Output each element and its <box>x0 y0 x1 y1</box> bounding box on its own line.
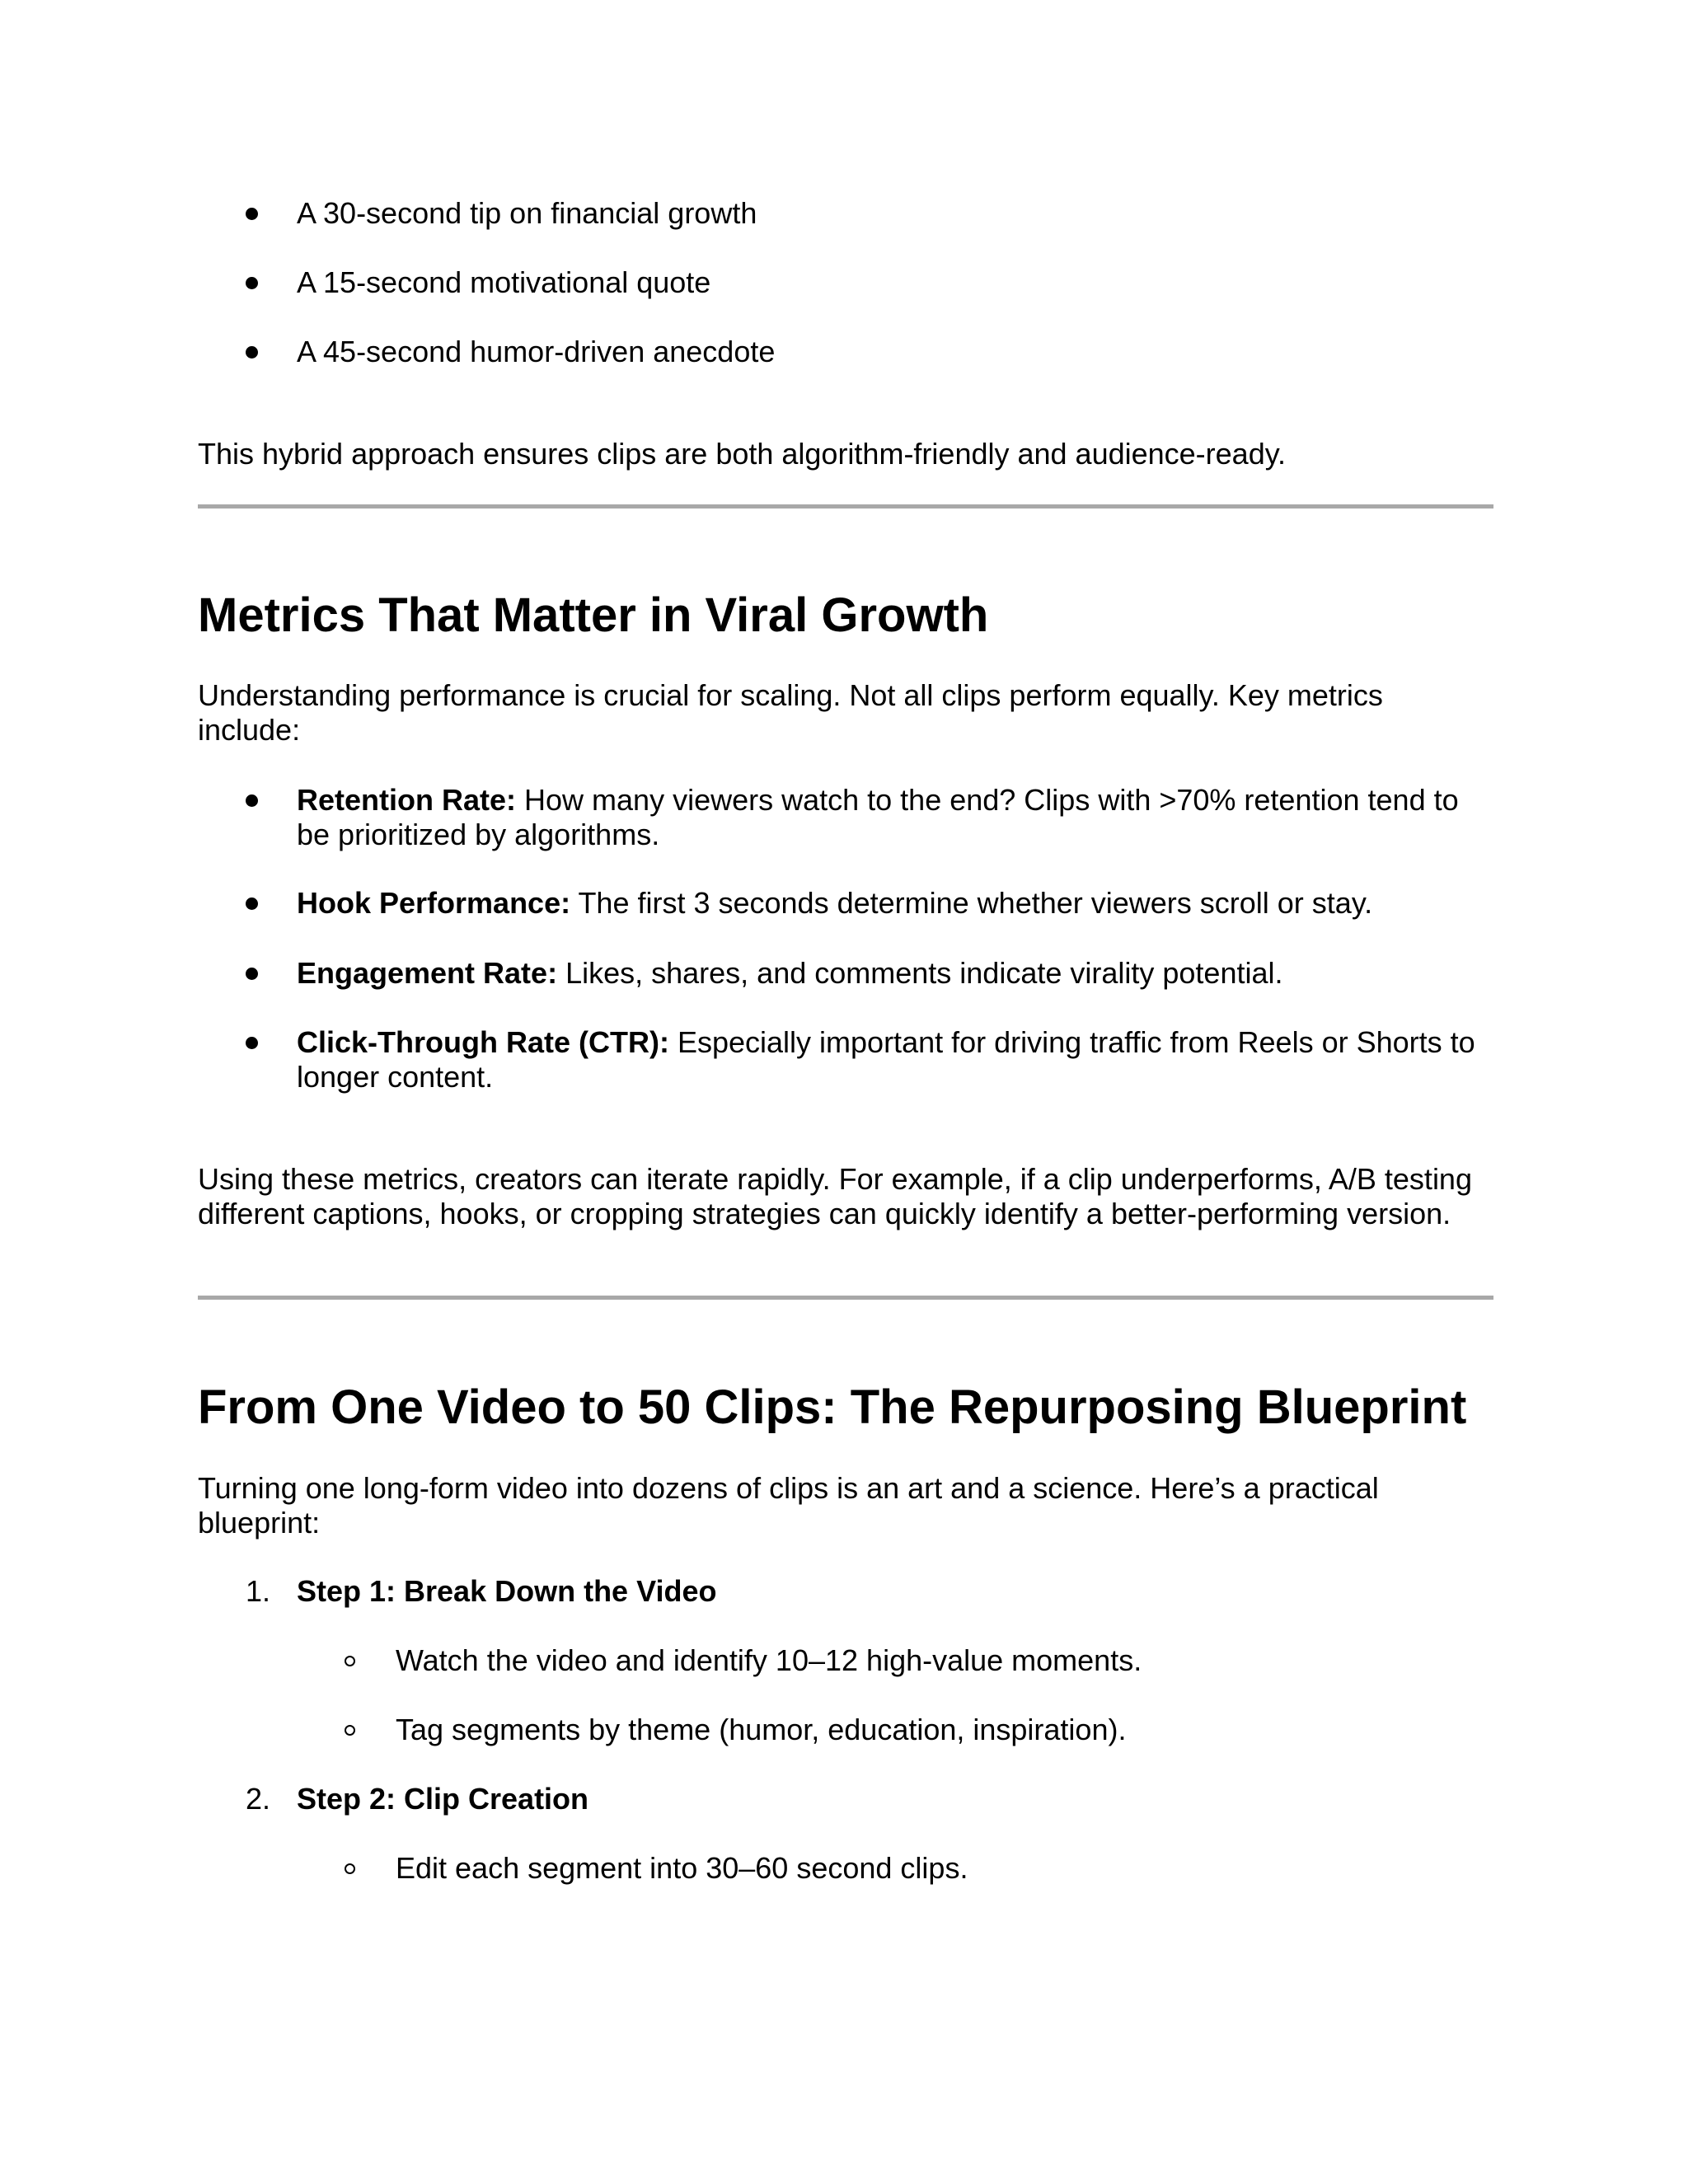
horizontal-divider <box>198 504 1493 509</box>
list-item-text: Tag segments by theme (humor, education, inspiration). <box>396 1713 1127 1746</box>
metric-term: Hook Performance: <box>297 886 571 920</box>
list-item-text: A 30-second tip on financial growth <box>297 196 757 230</box>
circle-bullet-icon <box>345 1713 377 1747</box>
list-item-text: A 15-second motivational quote <box>297 265 711 299</box>
bullet-icon <box>246 265 279 300</box>
metric-term: Click-Through Rate (CTR): <box>297 1025 669 1059</box>
paragraph: This hybrid approach ensures clips are both algorithm-friendly and audience-ready. <box>198 437 1287 471</box>
list-item-text <box>297 956 1493 991</box>
section-intro: Turning one long-form video into dozens of clips is an art and a science. Here’s a practical blueprint: <box>198 1471 1379 1540</box>
bullet-icon <box>246 886 279 921</box>
bullet-icon <box>246 196 279 231</box>
bullet-icon <box>246 1025 279 1060</box>
list-item-text <box>297 1025 1493 1094</box>
list-number: 1. <box>246 1574 271 1608</box>
metric-description: The first 3 seconds determine whether viewers scroll or stay. <box>570 886 1373 920</box>
list-item-text <box>297 783 1493 852</box>
bullet-icon <box>246 956 279 991</box>
list-item-text: Watch the video and identify 10–12 high-value moments. <box>396 1643 1142 1677</box>
circle-bullet-icon <box>345 1643 377 1678</box>
step-title: Step 1: Break Down the Video <box>297 1574 717 1608</box>
section-intro: Understanding performance is crucial for scaling. Not all clips perform equally. Key metrics include: <box>198 678 1383 747</box>
bullet-icon <box>246 783 279 818</box>
metric-description: Likes, shares, and comments indicate virality potential. <box>557 956 1283 990</box>
paragraph: Using these metrics, creators can iterate rapidly. For example, if a clip underperforms, A/B testing different captions, hooks, or cropping strategies can quickly identify a better-performing version. <box>198 1162 1472 1230</box>
list-number: 2. <box>246 1782 271 1816</box>
section-heading: Metrics That Matter in Viral Growth <box>198 588 989 642</box>
metric-description: How many viewers watch to the end? Clips with >70% retention tend to be prioritized by algorithms. <box>297 783 1459 851</box>
bullet-icon <box>246 335 279 369</box>
metric-term: Engagement Rate: <box>297 956 558 990</box>
horizontal-divider <box>198 1296 1493 1300</box>
list-item-text: Edit each segment into 30–60 second clips. <box>396 1851 968 1885</box>
list-item-text: A 45-second humor-driven anecdote <box>297 335 776 368</box>
section-heading: From One Video to 50 Clips: The Repurposing Blueprint <box>198 1380 1467 1434</box>
metric-description: Especially important for driving traffic from Reels or Shorts to longer content. <box>297 1025 1475 1094</box>
circle-bullet-icon <box>345 1851 377 1886</box>
list-item-text <box>297 886 1493 921</box>
step-title: Step 2: Clip Creation <box>297 1782 589 1816</box>
metric-term: Retention Rate: <box>297 783 517 817</box>
